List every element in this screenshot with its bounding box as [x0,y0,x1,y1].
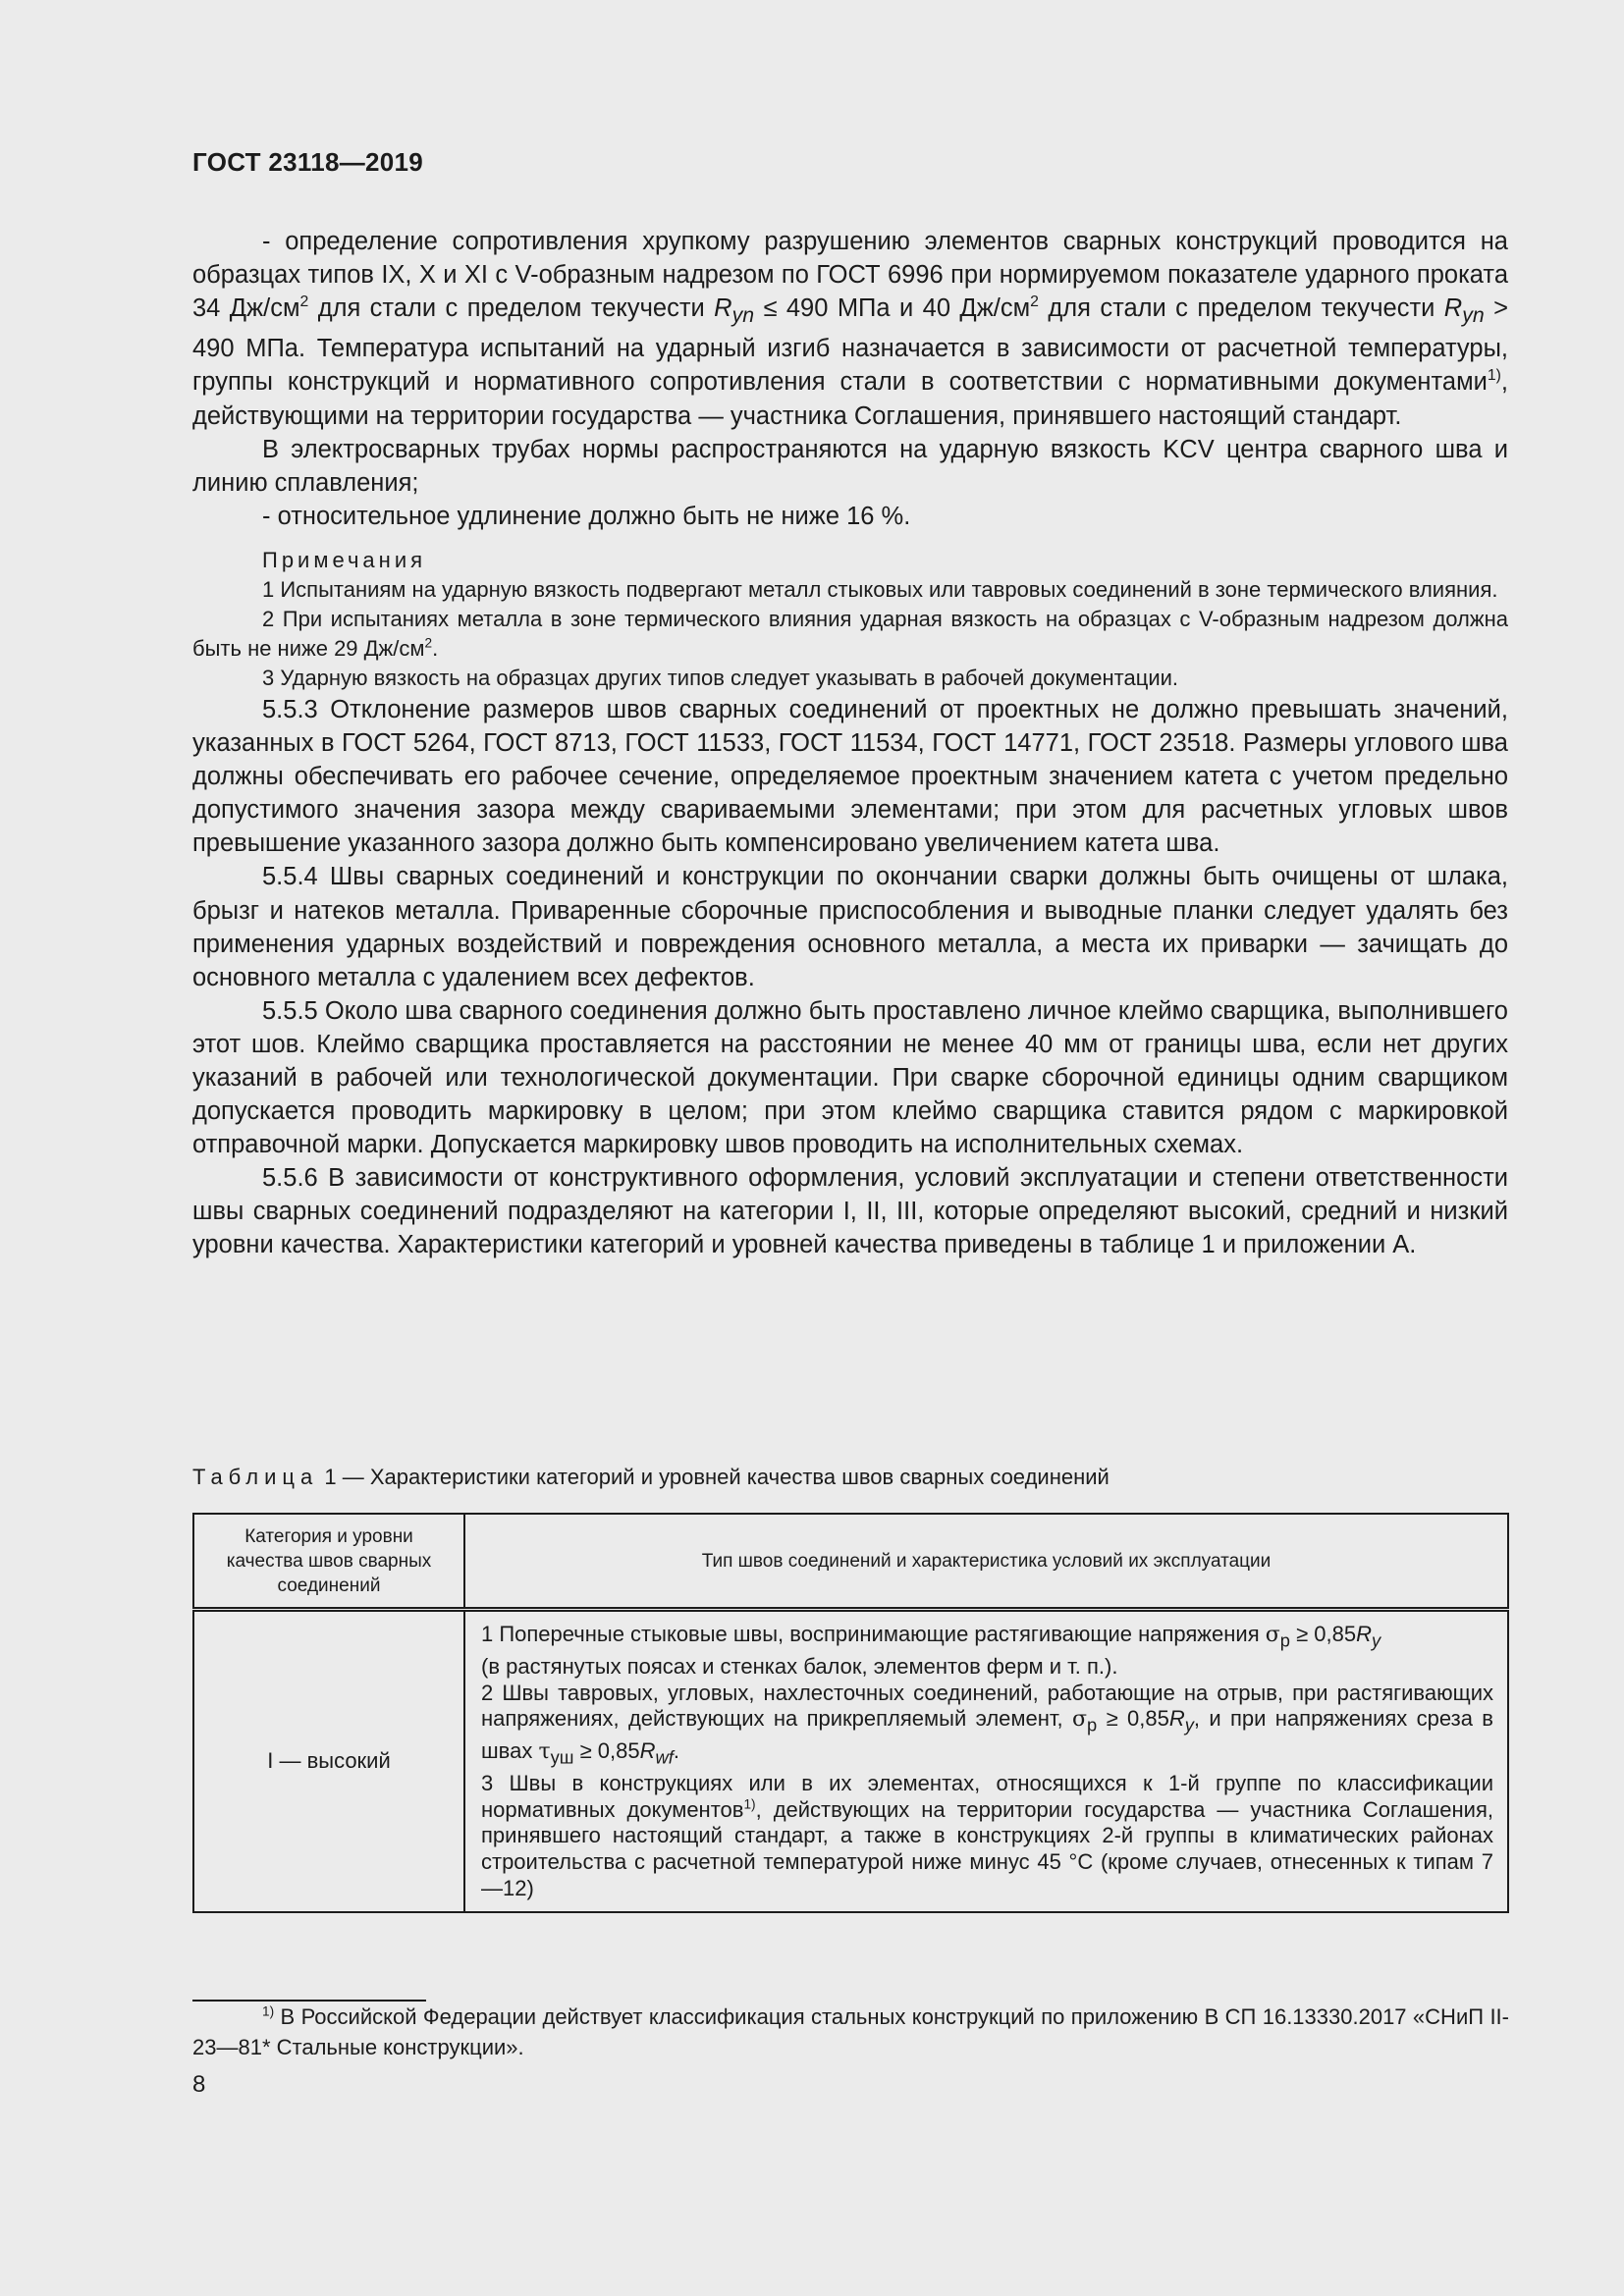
section-5-5-6: 5.5.6 В зависимости от конструктивного оформления, условий эксплуатации и степени ответственности швы сварных соединений подразделяют на категории I, II, III, которые определяют высокий, средний и низкий уровни качества. Характеристики категорий и уровней качества приведены в таблице 1 и приложении А. [192,1164,1508,1259]
subscript: уш [550,1746,574,1768]
document-header: ГОСТ 23118—2019 [192,147,424,177]
table-1 [192,1513,1509,1913]
text-run: 2 При испытаниях металла в зоне термического влияния ударная вязкость на образцах с V-образным надрезом должна быть не ниже 29 Дж/см [192,606,1508,661]
text-run: , действующими на территории государства — участника Соглашения, принявшего настоящий стандарт. [192,368,1508,430]
subscript: y [1371,1629,1381,1651]
text-run: 2 Швы тавровых, угловых, нахлесточных соединений, работающие на отрыв, при растягивающих напряжениях, действующих на прикрепляемый элемент, [481,1680,1493,1732]
footnote-mark: 1) [262,2003,275,2019]
notes-title: Примечания [262,547,427,572]
note-1: 1 Испытаниям на ударную вязкость подвергают металл стыковых или тавровых соединений в зоне термического влияния. [262,576,1498,602]
text-run: . [673,1738,679,1764]
text-run: ≥ 0,85 [1097,1706,1169,1732]
text-run: , и при напряжениях среза в швах [481,1706,1493,1764]
text-run: , действующих на территории государства — участника Соглашения, принявшего настоящий стандарт, а также в конструкциях 2-й группы в климатических районах строительства с расчетной температурой ниже минус 45 °С (кроме случаев, отнесенных к типам 7—12) [481,1796,1493,1900]
table-header-type: Тип швов соединений и характеристика условий их эксплуатации [464,1514,1508,1610]
text-run: (в растянутых поясах и стенках балок, элементов ферм и т. п.). [481,1653,1118,1679]
symbol-tau: τ [538,1739,551,1765]
table-item-2 [481,1681,1493,1772]
table-caption-text: 1 — Характеристики категорий и уровней качества швов сварных соединений [318,1465,1110,1489]
notes-block [192,546,1508,693]
text-run: . [432,635,439,661]
paragraph-brittle-fracture [192,225,1508,433]
footnote-ref: 1) [1487,367,1501,385]
text-run: для стали с пределом текучести [308,294,715,323]
subscript: yn [1462,303,1485,328]
header-text: Категория и уровни качества швов сварных соединений [226,1525,432,1596]
symbol-r: R [1356,1622,1372,1646]
table-header-row [193,1514,1508,1610]
table-caption-word: Таблица [192,1465,319,1489]
subscript: yn [731,303,755,328]
section-5-5-3: 5.5.3 Отклонение размеров швов сварных соединений от проектных не должно превышать значений, указанных в ГОСТ 5264, ГОСТ 8713, ГОСТ 11533, ГОСТ 11534, ГОСТ 14771, ГОСТ 23518. Размеры углового шва должны обеспечивать его рабочее сечение, определяемое проектным значением катета с учетом предельно допустимого значения зазора между свариваемыми элементами; при этом для расчетных угловых швов превышение указанного зазора должно быть компенсировано увеличением катета шва. [192,695,1508,858]
text-run: > 490 МПа. Температура испытаний на ударный изгиб назначается в зависимости от расчетной температуры, группы конструкций и нормативного сопротивления стали в соответствии с нормативными документами [192,294,1508,397]
symbol-sigma: σ [1072,1707,1088,1733]
superscript: 2 [299,294,309,311]
subscript: y [1184,1714,1194,1735]
symbol-r: R [1168,1706,1185,1732]
note-2 [192,605,1508,664]
table-item-3 [481,1771,1493,1901]
symbol-sigma: σ [1265,1623,1280,1647]
symbol-r: R [1443,294,1463,323]
footnote-text: В Российской Федерации действует классификация стальных конструкций по приложению В СП 16.13330.2017 «СНиП II-23—81* Стальные конструкции». [192,2004,1509,2059]
text-run: - определение сопротивления хрупкому разрушению элементов сварных конструкций проводится на образцах типов IX, X и XI с V-образным надрезом по ГОСТ 6996 при нормируемом показателе ударного проката 34 Дж/см [192,228,1508,323]
text-run: для стали с пределом текучести [1038,294,1444,323]
body-text [192,225,1508,1262]
table-caption [192,1463,1110,1492]
subscript: р [1279,1629,1290,1651]
text-run: ≥ 0,85 [1289,1622,1357,1646]
table-cell-category: I — высокий [193,1610,464,1913]
symbol-r: R [714,294,732,323]
table-item-1 [481,1622,1493,1681]
page-number: 8 [192,2071,206,2098]
subscript: wf [655,1746,674,1768]
text-run: 3 Швы в конструкциях или в их элементах, относящихся к 1-й группе по классификации нормативных документов [481,1771,1493,1822]
text-run: 1 Поперечные стыковые швы, воспринимающие растягивающие напряжения [481,1622,1266,1646]
section-5-5-5: 5.5.5 Около шва сварного соединения должно быть проставлено личное клеймо сварщика, выполнившего этот шов. Клеймо сварщика проставляется на расстоянии не менее 40 мм от границы шва, если нет других указаний в рабочей или технологической документации. При сварке сборочной единицы одним сварщиком допускается проводить маркировку в целом; при этом клеймо сварщика ставится рядом с маркировкой отправочной марки. Допускается маркировку швов проводить на исполнительных схемах. [192,996,1508,1159]
table-header-category [193,1514,464,1610]
table-cell-description [464,1610,1508,1913]
subscript: р [1087,1714,1098,1735]
paragraph-pipes: В электросварных трубах нормы распространяются на ударную вязкость KCV центра сварного шва и линию сплавления; [192,435,1508,497]
superscript: 2 [1030,294,1039,311]
text-run: ≤ 490 МПа и 40 Дж/см [754,294,1031,323]
symbol-r: R [639,1738,656,1764]
note-3: 3 Ударную вязкость на образцах других типов следует указывать в рабочей документации. [262,665,1179,690]
text-run: ≥ 0,85 [573,1738,640,1764]
footnote [192,2002,1509,2062]
section-5-5-4: 5.5.4 Швы сварных соединений и конструкции по окончании сварки должны быть очищены от шлака, брызг и натеков металла. Приваренные сборочные приспособления и выводные планки следует удалять без применения ударных воздействий и повреждения основного металла, а места их приварки — зачищать до основного металла с удалением всех дефектов. [192,863,1508,991]
table-row [193,1610,1508,1913]
superscript: 2 [424,635,433,651]
paragraph-elongation: - относительное удлинение должно быть не ниже 16 %. [262,502,911,530]
footnote-ref: 1) [743,1796,756,1812]
